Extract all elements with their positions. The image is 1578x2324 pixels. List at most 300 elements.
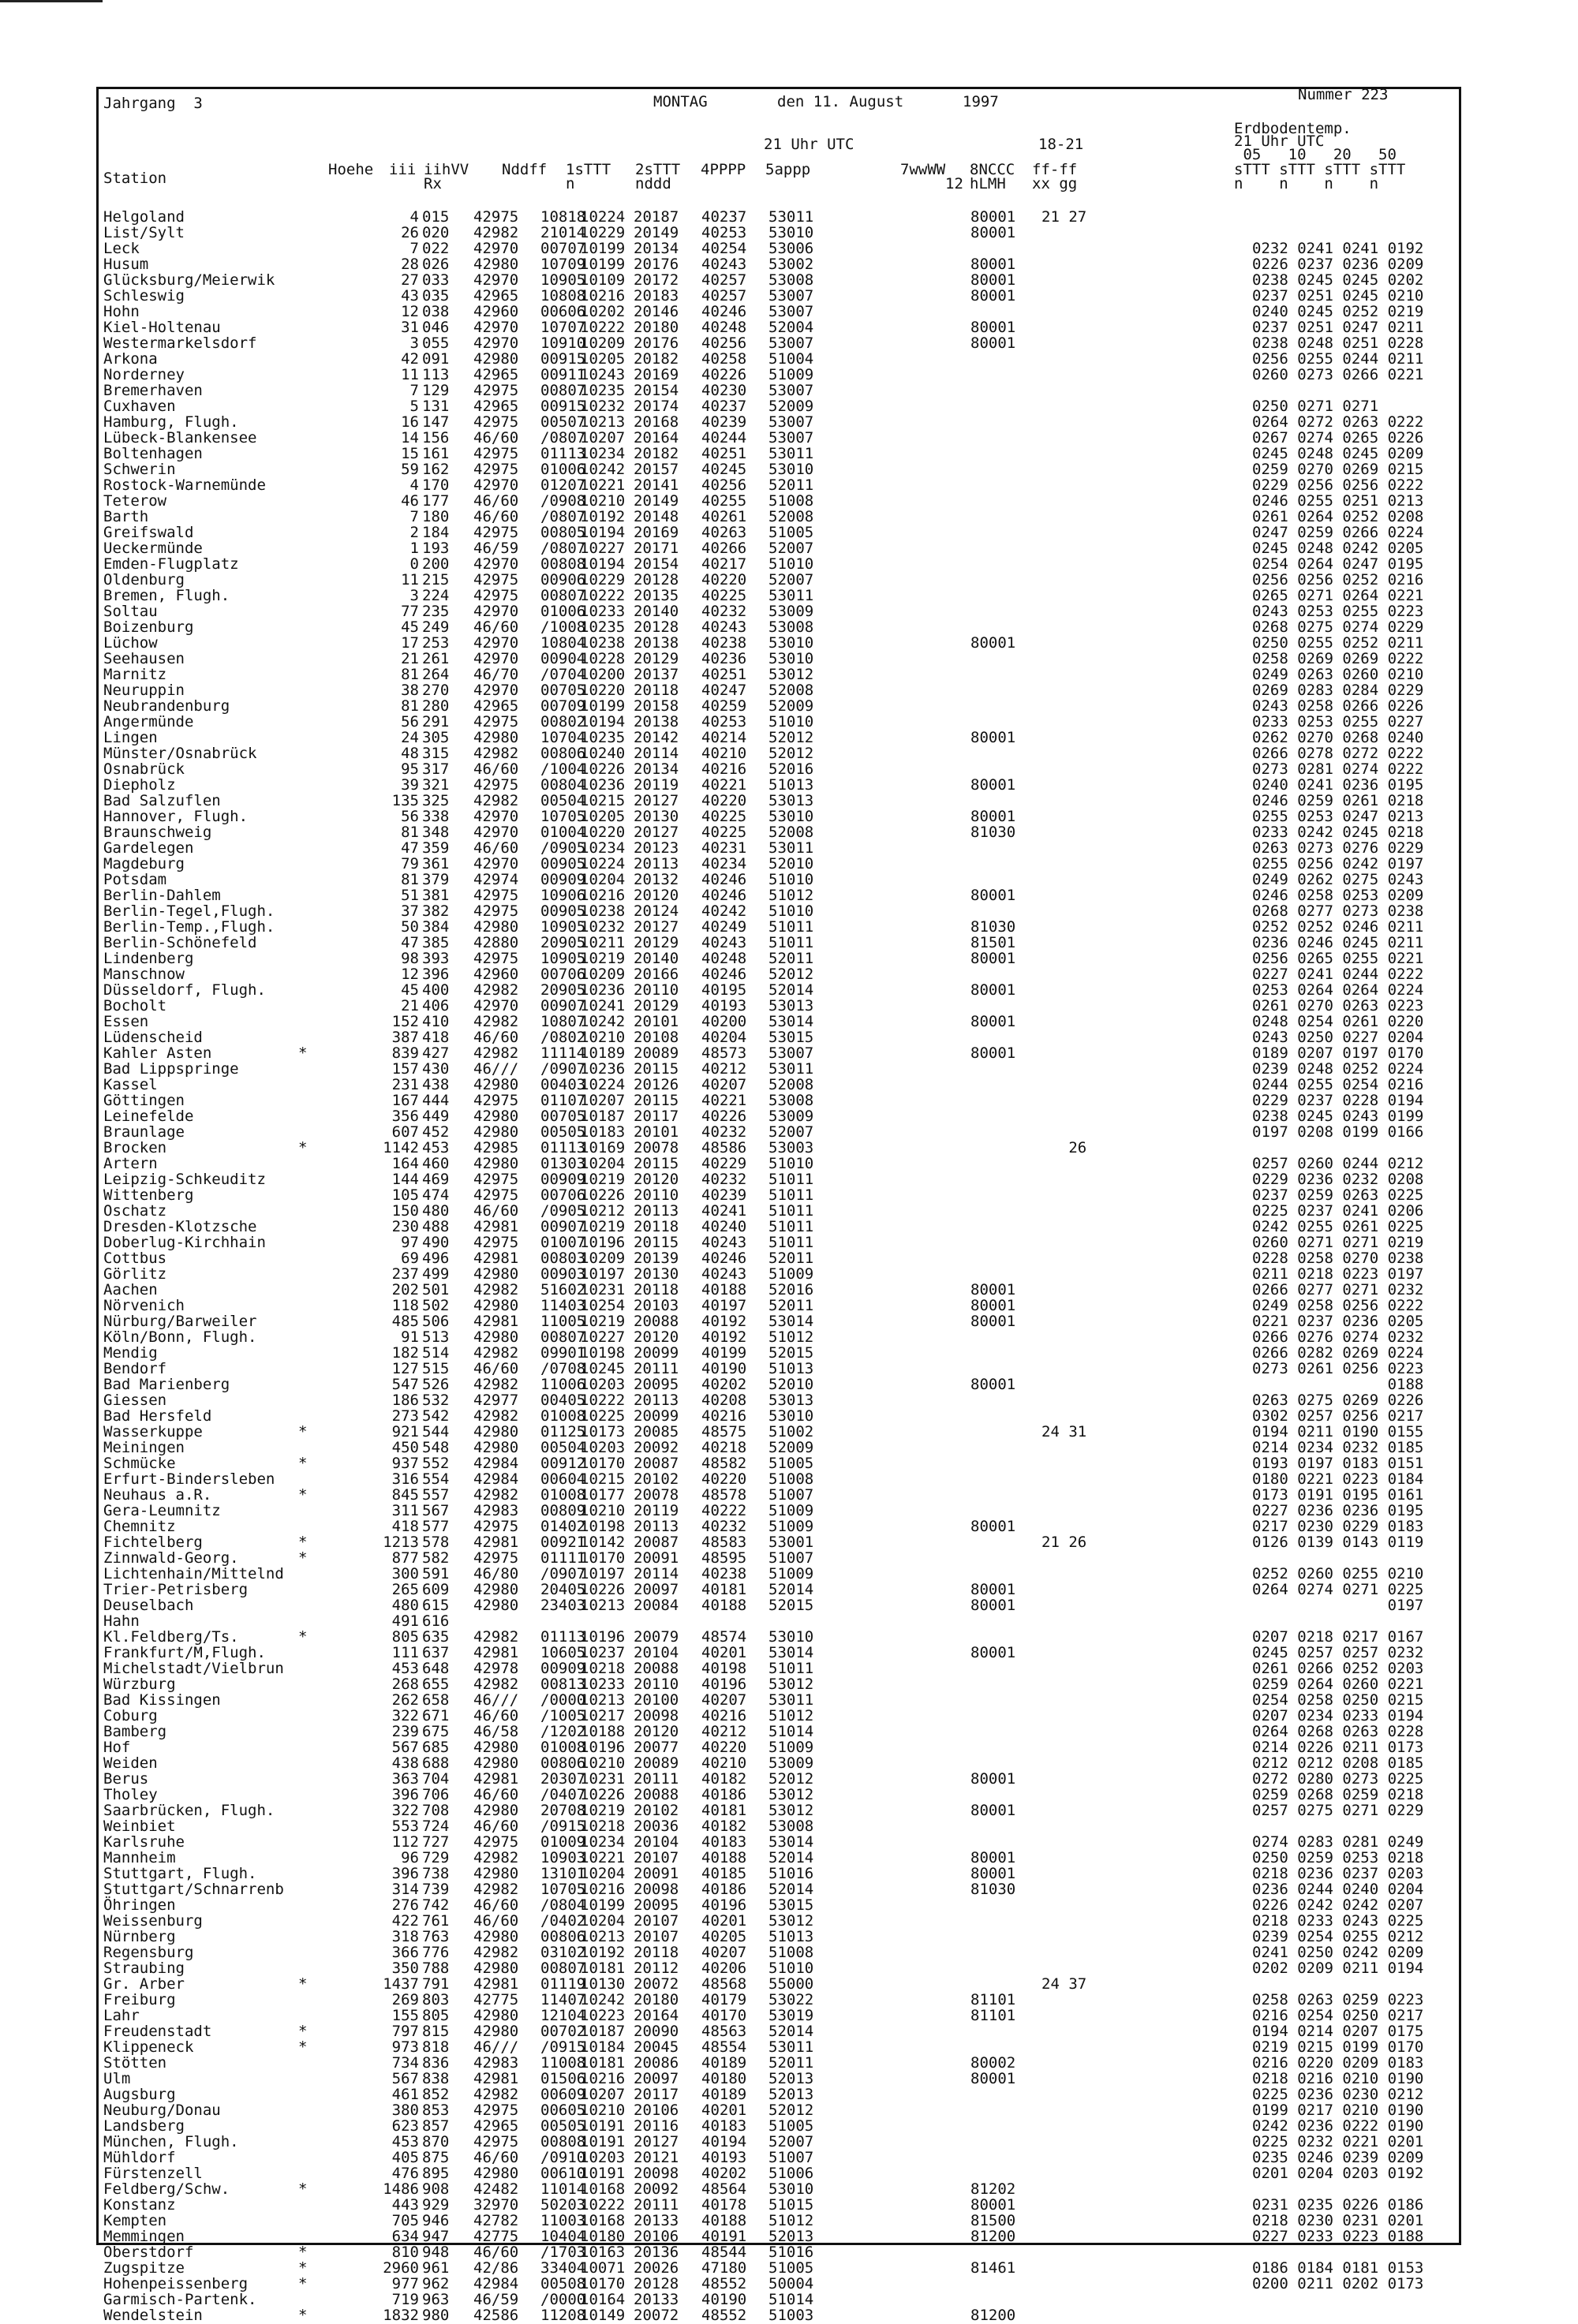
soil-temperatures: 0259 0268 0259 0218: [1252, 1786, 1424, 1803]
table-row: [103, 1645, 1445, 1661]
temperature-group-2: 20086: [634, 2054, 679, 2072]
table-row: [103, 1929, 1445, 1945]
station-name: Fürstenzell: [103, 2165, 203, 2182]
station-height: 805: [391, 1628, 419, 1646]
station-height: 5: [409, 398, 419, 415]
temperature-group-1: 10196: [580, 1234, 626, 1251]
soil-temperatures: 0225 0237 0241 0206: [1252, 1202, 1424, 1220]
temperature-group-1: 10222: [580, 1392, 626, 1409]
cloud-group: 80001: [970, 634, 1016, 652]
station-height: 157: [391, 1060, 419, 1078]
nddff-group: 00508: [540, 2275, 586, 2292]
temperature-group-1: 10170: [580, 2275, 626, 2292]
station-name: Bamberg: [103, 1723, 167, 1740]
nddff-group: 00706: [540, 966, 586, 983]
mountain-station-mark: *: [298, 1628, 308, 1646]
station-index: 818: [422, 2038, 450, 2056]
table-row: [103, 1124, 1445, 1140]
pressure-tendency-group: 53007: [768, 429, 814, 446]
pressure-group: 40205: [701, 1928, 747, 1945]
pressure-tendency-group: 51007: [768, 1486, 814, 1504]
pressure-tendency-group: 53012: [768, 1912, 814, 1930]
pressure-group: 48563: [701, 2023, 747, 2040]
station-name: Zugspitze: [103, 2259, 185, 2277]
nddff-group: 10705: [540, 808, 586, 825]
station-index: 427: [422, 1044, 450, 1062]
station-height: 719: [391, 2291, 419, 2308]
station-index: 502: [422, 1297, 450, 1314]
pressure-tendency-group: 51008: [768, 492, 814, 510]
station-height: 485: [391, 1313, 419, 1330]
pressure-tendency-group: 51012: [768, 1707, 814, 1724]
temperature-group-1: 10202: [580, 303, 626, 320]
cloud-group: 80001: [970, 2070, 1016, 2087]
temperature-group-2: 20092: [634, 1439, 679, 1456]
temperature-group-2: 20114: [634, 1565, 679, 1582]
pressure-tendency-group: 53013: [768, 1392, 814, 1409]
soil-temperatures: 0257 0275 0271 0229: [1252, 1802, 1424, 1819]
pressure-tendency-group: 52011: [768, 950, 814, 967]
station-height: 453: [391, 1660, 419, 1677]
nddff-group: /0907: [540, 1565, 586, 1582]
temperature-group-2: 20140: [634, 603, 679, 620]
station-name: Diepholz: [103, 776, 176, 794]
iihvv-group: 42975: [473, 413, 519, 431]
mountain-station-mark: *: [298, 2023, 308, 2040]
nddff-group: 00706: [540, 1186, 586, 1204]
pressure-group: 40220: [701, 1739, 747, 1756]
temperature-group-2: 20169: [634, 366, 679, 383]
station-height: 318: [391, 1928, 419, 1945]
pressure-group: 40246: [701, 966, 747, 983]
iihvv-group: 46/60: [473, 429, 519, 446]
temperature-group-1: 10204: [580, 1912, 626, 1930]
pressure-group: 40202: [701, 1376, 747, 1393]
table-row: [103, 1724, 1445, 1739]
pressure-tendency-group: 51010: [768, 713, 814, 730]
table-row: [103, 1455, 1445, 1471]
temperature-group-1: 10199: [580, 256, 626, 273]
table-row: [103, 1739, 1445, 1755]
iihvv-group: 42980: [473, 1960, 519, 1977]
station-index: 852: [422, 2086, 450, 2103]
temperature-group-1: 10192: [580, 1944, 626, 1961]
temperature-group-1: 10228: [580, 650, 626, 667]
iihvv-group: 46/80: [473, 1565, 519, 1582]
nddff-group: 00907: [540, 997, 586, 1014]
iihvv-group: 46/60: [473, 839, 519, 857]
temperature-group-2: 20111: [634, 1360, 679, 1377]
station-name: Würzburg: [103, 1676, 176, 1693]
station-index: 805: [422, 2007, 450, 2024]
station-height: 81: [401, 666, 419, 683]
weekday-label: MONTAG: [653, 93, 708, 110]
pressure-group: 40225: [701, 808, 747, 825]
station-index: 156: [422, 429, 450, 446]
pressure-tendency-group: 51016: [768, 1865, 814, 1882]
soil-temperatures: 0211 0218 0223 0197: [1252, 1265, 1424, 1283]
soil-temperatures: 0194 0211 0190 0155: [1252, 1423, 1424, 1440]
nddff-group: 11008: [540, 2054, 586, 2072]
temperature-group-1: 10236: [580, 1060, 626, 1078]
temperature-group-1: 10240: [580, 745, 626, 762]
soil-temperatures: 0240 0245 0252 0219: [1252, 303, 1424, 320]
iihvv-group: 42982: [473, 1486, 519, 1504]
station-height: 21: [401, 650, 419, 667]
temperature-group-1: 10222: [580, 319, 626, 336]
temperature-group-1: 10216: [580, 2070, 626, 2087]
pressure-group: 40186: [701, 1786, 747, 1803]
temperature-group-1: 10183: [580, 1123, 626, 1141]
station-height: 607: [391, 1123, 419, 1141]
nddff-group: 01007: [540, 1234, 586, 1251]
cloud-group: 80001: [970, 1376, 1016, 1393]
nddff-group: 01207: [540, 476, 586, 494]
column-header-2sttt: 2sTTT: [635, 161, 681, 178]
cloud-group: 80001: [970, 208, 1016, 226]
nddff-group: /1703: [540, 2244, 586, 2261]
temperature-group-1: 10219: [580, 1171, 626, 1188]
pressure-group: 40256: [701, 334, 747, 352]
cloud-group: 81030: [970, 824, 1016, 841]
pressure-group: 40239: [701, 1186, 747, 1204]
temperature-group-1: 10194: [580, 713, 626, 730]
table-row: [103, 1566, 1445, 1582]
iihvv-group: 42975: [473, 1549, 519, 1567]
iihvv-group: 42983: [473, 1502, 519, 1519]
station-name: Öhringen: [103, 1896, 176, 1914]
nddff-group: 10910: [540, 334, 586, 352]
table-row: [103, 1519, 1445, 1534]
mountain-station-mark: *: [298, 1139, 308, 1156]
nddff-group: 10905: [540, 918, 586, 936]
station-name: Köln/Bonn, Flugh.: [103, 1328, 257, 1346]
table-row: [103, 966, 1445, 982]
nddff-group: 20307: [540, 1770, 586, 1788]
station-height: 453: [391, 2133, 419, 2150]
station-name: Rostock-Warnemünde: [103, 476, 266, 494]
pressure-tendency-group: 52008: [768, 824, 814, 841]
station-index: 803: [422, 1991, 450, 2008]
station-height: 239: [391, 1723, 419, 1740]
pressure-group: 40240: [701, 1218, 747, 1235]
table-row: [103, 1313, 1445, 1329]
station-index: 788: [422, 1960, 450, 1977]
nddff-group: 00705: [540, 682, 586, 699]
station-height: 1437: [383, 1975, 419, 1993]
temperature-group-2: 20180: [634, 1991, 679, 2008]
cloud-group: 80001: [970, 1802, 1016, 1819]
pressure-tendency-group: 51009: [768, 1502, 814, 1519]
temperature-group-1: 10169: [580, 1139, 626, 1156]
station-height: 79: [401, 855, 419, 872]
nddff-group: 11014: [540, 2180, 586, 2198]
pressure-tendency-group: 52016: [768, 1281, 814, 1298]
nddff-group: 10605: [540, 1644, 586, 1661]
pressure-group: 40253: [701, 224, 747, 241]
table-row: [103, 1266, 1445, 1282]
station-name: Landsberg: [103, 2117, 185, 2135]
station-height: 21: [401, 997, 419, 1014]
soil-temperatures: 0197: [1252, 1597, 1424, 1614]
pressure-tendency-group: 53012: [768, 666, 814, 683]
temperature-group-2: 20091: [634, 1865, 679, 1882]
pressure-group: 40243: [701, 256, 747, 273]
table-row: [103, 1992, 1445, 2008]
pressure-tendency-group: 53008: [768, 271, 814, 289]
station-index: 480: [422, 1202, 450, 1220]
station-name: Boltenhagen: [103, 445, 203, 462]
table-row: [103, 1093, 1445, 1108]
pressure-group: 40188: [701, 1849, 747, 1866]
temperature-group-2: 20138: [634, 634, 679, 652]
cloud-group: 81030: [970, 1881, 1016, 1898]
temperature-group-2: 20077: [634, 1739, 679, 1756]
station-name: Seehausen: [103, 650, 185, 667]
pressure-tendency-group: 53011: [768, 208, 814, 226]
iihvv-group: 42984: [473, 2275, 519, 2292]
nddff-group: 12104: [540, 2007, 586, 2024]
column-header-5appp: 5appp: [765, 161, 811, 178]
pressure-group: 40202: [701, 2165, 747, 2182]
iihvv-group: 42982: [473, 1281, 519, 1298]
cloud-group: 80001: [970, 1865, 1016, 1882]
station-index: 706: [422, 1786, 450, 1803]
nddff-group: 01107: [540, 1092, 586, 1109]
cloud-group: 80001: [970, 1581, 1016, 1598]
pressure-group: 40189: [701, 2054, 747, 2072]
nddff-group: 09901: [540, 1344, 586, 1362]
station-height: 839: [391, 1044, 419, 1062]
iihvv-group: 42985: [473, 1139, 519, 1156]
table-row: [103, 461, 1445, 477]
pressure-tendency-group: 53009: [768, 1754, 814, 1772]
soil-temperatures: 0219 0215 0199 0170: [1252, 2038, 1424, 2056]
cloud-group: 81101: [970, 1991, 1016, 2008]
nddff-group: 00504: [540, 1439, 586, 1456]
station-index: 655: [422, 1676, 450, 1693]
pressure-tendency-group: 51009: [768, 1565, 814, 1582]
temperature-group-1: 10235: [580, 618, 626, 636]
pressure-group: 40217: [701, 555, 747, 573]
station-index: 763: [422, 1928, 450, 1945]
temperature-group-2: 20154: [634, 382, 679, 399]
cloud-group: 80001: [970, 1518, 1016, 1535]
station-name: Garmisch-Partenk.: [103, 2291, 257, 2308]
station-name: Berlin-Schönefeld: [103, 934, 257, 951]
soil-temperatures: 0227 0236 0236 0195: [1252, 1502, 1424, 1519]
station-height: 491: [391, 1612, 419, 1630]
pressure-group: 48564: [701, 2180, 747, 2198]
pressure-group: 40207: [701, 1691, 747, 1709]
cloud-group: 81101: [970, 2007, 1016, 2024]
temperature-group-1: 10196: [580, 1628, 626, 1646]
table-row: [103, 367, 1445, 383]
iihvv-group: 42982: [473, 1944, 519, 1961]
pressure-group: 40186: [701, 1881, 747, 1898]
temperature-group-2: 20130: [634, 808, 679, 825]
table-row: [103, 1045, 1445, 1061]
station-name: Weissenburg: [103, 1912, 203, 1930]
pressure-tendency-group: 53007: [768, 303, 814, 320]
pressure-group: 40221: [701, 776, 747, 794]
nddff-group: 00807: [540, 1328, 586, 1346]
station-name: Lüchow: [103, 634, 158, 652]
iihvv-group: 46/60: [473, 2149, 519, 2166]
temperature-group-1: 10221: [580, 1849, 626, 1866]
temperature-group-1: 10219: [580, 950, 626, 967]
station-height: 443: [391, 2196, 419, 2214]
table-row: [103, 398, 1445, 414]
station-height: 202: [391, 1281, 419, 1298]
nddff-group: 10906: [540, 887, 586, 904]
temperature-group-1: 10242: [580, 461, 626, 478]
temperature-group-1: 10224: [580, 208, 626, 226]
iihvv-group: 42975: [473, 445, 519, 462]
nddff-group: 00905: [540, 855, 586, 872]
soil-temperatures: 0218 0230 0231 0201: [1252, 2212, 1424, 2229]
station-height: 81: [401, 697, 419, 715]
nddff-group: 00606: [540, 303, 586, 320]
temperature-group-1: 10224: [580, 1076, 626, 1093]
table-row: [103, 2039, 1445, 2055]
pressure-tendency-group: 52013: [768, 2070, 814, 2087]
temperature-group-1: 10233: [580, 603, 626, 620]
station-index: 591: [422, 1565, 450, 1582]
pressure-tendency-group: 52011: [768, 2054, 814, 2072]
station-height: 363: [391, 1770, 419, 1788]
cloud-group: 80001: [970, 1644, 1016, 1661]
temperature-group-2: 20120: [634, 1328, 679, 1346]
pressure-tendency-group: 53008: [768, 1092, 814, 1109]
table-row: [103, 1156, 1445, 1171]
temperature-group-2: 20128: [634, 571, 679, 588]
station-height: 480: [391, 1597, 419, 1614]
pressure-group: 40246: [701, 871, 747, 888]
pressure-tendency-group: 51008: [768, 1944, 814, 1961]
mountain-station-mark: *: [298, 2038, 308, 2056]
cloud-group: 81200: [970, 2307, 1016, 2324]
nddff-group: 00806: [540, 745, 586, 762]
iihvv-group: 42975: [473, 776, 519, 794]
table-row: [103, 288, 1445, 304]
table-row: [103, 1392, 1445, 1408]
nddff-group: 00709: [540, 697, 586, 715]
iihvv-group: 42960: [473, 966, 519, 983]
soil-temperatures: 0229 0256 0256 0222: [1252, 476, 1424, 494]
pressure-tendency-group: 55000: [768, 1975, 814, 1993]
nddff-group: 00604: [540, 1470, 586, 1488]
station-index: 035: [422, 287, 450, 305]
pressure-group: 40170: [701, 2007, 747, 2024]
nddff-group: 00909: [540, 871, 586, 888]
station-height: 91: [401, 1328, 419, 1346]
temperature-group-1: 10192: [580, 508, 626, 525]
station-index: 776: [422, 1944, 450, 1961]
pressure-group: 40220: [701, 1470, 747, 1488]
station-index: 162: [422, 461, 450, 478]
temperature-group-2: 20128: [634, 618, 679, 636]
station-height: 12: [401, 966, 419, 983]
pressure-tendency-group: 51002: [768, 1423, 814, 1440]
pressure-tendency-group: 51011: [768, 1234, 814, 1251]
iihvv-group: 42975: [473, 1833, 519, 1851]
pressure-tendency-group: 52007: [768, 540, 814, 557]
temperature-group-1: 10210: [580, 1502, 626, 1519]
table-row: [103, 241, 1445, 256]
iihvv-group: 42980: [473, 1739, 519, 1756]
station-index: 382: [422, 902, 450, 920]
station-index: 381: [422, 887, 450, 904]
nddff-group: 01506: [540, 2070, 586, 2087]
column-header-7wwww: 7wwWW: [900, 161, 946, 178]
station-name: Lübeck-Blankensee: [103, 429, 257, 446]
temperature-group-2: 20114: [634, 745, 679, 762]
pressure-group: 40200: [701, 1013, 747, 1030]
nddff-group: 01008: [540, 1486, 586, 1504]
temperature-group-1: 10207: [580, 1092, 626, 1109]
soil-temperatures: 0269 0283 0284 0229: [1252, 682, 1424, 699]
table-row: [103, 2197, 1445, 2213]
station-name: Norderney: [103, 366, 185, 383]
pressure-tendency-group: 52012: [768, 729, 814, 746]
station-height: 387: [391, 1029, 419, 1046]
station-name: Soltau: [103, 603, 158, 620]
temperature-group-2: 20133: [634, 2212, 679, 2229]
soil-depths-label: 05 10 20 50: [1234, 146, 1397, 163]
iihvv-group: 46/60: [473, 1786, 519, 1803]
table-row: [103, 225, 1445, 241]
station-name: Wittenberg: [103, 1186, 194, 1204]
station-name: Dresden-Klotzsche: [103, 1218, 257, 1235]
station-height: 7: [409, 240, 419, 257]
station-height: 38: [401, 682, 419, 699]
pressure-group: 40259: [701, 697, 747, 715]
station-name: Lindenberg: [103, 950, 194, 967]
soil-temperatures: 0217 0230 0229 0183: [1252, 1518, 1424, 1535]
temperature-group-1: 10199: [580, 240, 626, 257]
temperature-group-2: 20133: [634, 2291, 679, 2308]
station-height: 567: [391, 1739, 419, 1756]
iihvv-group: 42975: [473, 1092, 519, 1109]
station-height: 39: [401, 776, 419, 794]
station-index: 704: [422, 1770, 450, 1788]
station-height: 265: [391, 1581, 419, 1598]
temperature-group-1: 10217: [580, 1707, 626, 1724]
station-index: 291: [422, 713, 450, 730]
table-row: [103, 1203, 1445, 1219]
nddff-group: 01006: [540, 461, 586, 478]
pressure-tendency-group: 51010: [768, 1155, 814, 1172]
temperature-group-2: 20123: [634, 839, 679, 857]
soil-temperatures: 0265 0271 0264 0221: [1252, 587, 1424, 604]
column-header-station: Station: [103, 170, 167, 187]
station-index: 131: [422, 398, 450, 415]
station-index: 113: [422, 366, 450, 383]
temperature-group-2: 20107: [634, 1912, 679, 1930]
nddff-group: /1008: [540, 618, 586, 636]
station-height: 567: [391, 2070, 419, 2087]
station-index: 022: [422, 240, 450, 257]
station-index: 474: [422, 1186, 450, 1204]
soil-temperatures: 0200 0211 0202 0173: [1252, 2275, 1424, 2292]
cloud-group: 80001: [970, 887, 1016, 904]
nddff-group: /0905: [540, 839, 586, 857]
iihvv-group: 42981: [473, 1975, 519, 1993]
temperature-group-2: 20099: [634, 1407, 679, 1425]
pressure-group: 40201: [701, 2102, 747, 2119]
iihvv-group: 42984: [473, 1455, 519, 1472]
